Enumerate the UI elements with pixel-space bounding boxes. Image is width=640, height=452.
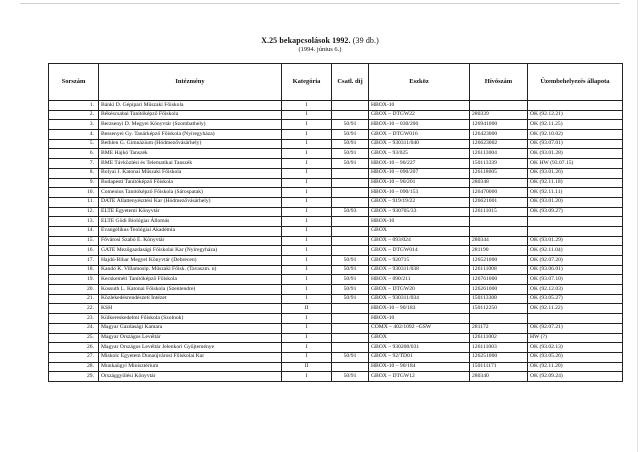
cell-csatl-dij: 50/91 xyxy=(332,265,369,275)
cell-hivoszam: 281172 xyxy=(470,323,528,333)
cell-hivoszam: 126521000 xyxy=(470,256,528,266)
cell-intezmeny: Kossuth L. Katonai Főiskola (Szentendre) xyxy=(99,285,282,295)
cell-hivoszam: 126111008 xyxy=(470,265,528,275)
cell-eszkoz: GBOX xyxy=(369,226,470,236)
cell-csatl-dij: 50/91 xyxy=(332,372,369,382)
table-row xyxy=(49,333,623,343)
cell-csatl-dij: 50/91 xyxy=(332,159,369,169)
cell-kategoria: I xyxy=(282,110,332,120)
table-row xyxy=(49,207,623,217)
cell-csatl-dij: 50/93 xyxy=(332,207,369,217)
cell-allapot: OK (92.12.03) xyxy=(528,285,623,295)
cell-intezmeny: BME Távközlési és Telematikai Tanszék xyxy=(99,159,282,169)
cell-hivoszam: 280348 xyxy=(470,178,528,188)
cell-intezmeny: Közlekedésrendészeti Intézet xyxy=(99,294,282,304)
cell-allapot: OK (93.01.28) xyxy=(528,149,623,159)
cell-kategoria: I xyxy=(282,217,332,227)
cell-intezmeny: Comenius Tanítóképző Főiskola (Sárospatak) xyxy=(99,188,282,198)
cell-hivoszam: 126113004 xyxy=(470,149,528,159)
cell-hivoszam xyxy=(470,314,528,324)
cell-eszkoz: GBOX – 930311/040 xyxy=(369,139,470,149)
cell-csatl-dij xyxy=(332,246,369,256)
cell-kategoria: I xyxy=(282,188,332,198)
cell-intezmeny: Miskolc Egyetem Dunaújvárosi Főiskolai Kar xyxy=(99,352,282,362)
table-row xyxy=(49,197,623,207)
table-row xyxy=(49,217,623,227)
title-count: (39 db.) xyxy=(352,36,379,45)
cell-eszkoz: GBOX – 093/024 xyxy=(369,236,470,246)
cell-eszkoz: GBOX – 930705/33 xyxy=(369,207,470,217)
cell-kategoria: I xyxy=(282,130,332,140)
cell-kategoria: I xyxy=(282,352,332,362)
cell-sorszam: 20. xyxy=(49,285,99,295)
cell-intezmeny: Hajdú-Bihar Megyei Könyvtár (Debrecen) xyxy=(99,256,282,266)
cell-sorszam: 21. xyxy=(49,294,99,304)
cell-sorszam: 8. xyxy=(49,168,99,178)
cell-hivoszam: 150112250 xyxy=(470,304,528,314)
table-row xyxy=(49,343,623,353)
cell-intezmeny: Magyar Országos Levéltár xyxy=(99,333,282,343)
cell-allapot: OK (92.11.04) xyxy=(528,246,623,256)
connections-table xyxy=(48,63,623,382)
table-row xyxy=(49,130,623,140)
header-uzembehelyezes: Üzembehelyezés állapota xyxy=(528,64,623,101)
cell-csatl-dij xyxy=(332,197,369,207)
cell-csatl-dij: 50/91 xyxy=(332,275,369,285)
cell-sorszam: 17. xyxy=(49,256,99,266)
cell-allapot xyxy=(528,101,623,111)
scan-edge-right xyxy=(637,0,638,452)
table-row xyxy=(49,139,623,149)
cell-intezmeny: Berzsenyi D. Megyei Könyvtár (Szombathely) xyxy=(99,120,282,130)
cell-allapot: OK (93.01.29) xyxy=(528,236,623,246)
cell-hivoszam: 126623002 xyxy=(470,139,528,149)
cell-allapot: OK (93.09.27) xyxy=(528,207,623,217)
cell-hivoszam: 280344 xyxy=(470,236,528,246)
cell-sorszam: 5. xyxy=(49,139,99,149)
cell-kategoria: I xyxy=(282,226,332,236)
cell-intezmeny: BME Hajkó Tanszék xyxy=(99,149,282,159)
cell-allapot: OK (93.02.13) xyxy=(528,343,623,353)
table-row xyxy=(49,226,623,236)
cell-eszkoz: GBOX – 93/025 xyxy=(369,149,470,159)
cell-csatl-dij: 50/91 xyxy=(332,294,369,304)
cell-allapot: OK (92.09.24) xyxy=(528,372,623,382)
table-row xyxy=(49,265,623,275)
cell-csatl-dij: 50/91 xyxy=(332,149,369,159)
cell-kategoria: I xyxy=(282,294,332,304)
cell-hivoszam: 126111015 xyxy=(470,207,528,217)
cell-hivoszam: 150113339 xyxy=(470,159,528,169)
table-row xyxy=(49,256,623,266)
cell-allapot: OK (93.01.26) xyxy=(528,168,623,178)
cell-hivoszam: 126941000 xyxy=(470,120,528,130)
cell-eszkoz: GBOX – 930311/034 xyxy=(369,294,470,304)
cell-kategoria: I xyxy=(282,207,332,217)
cell-allapot: HW (?) xyxy=(528,333,623,343)
header-kategoria: Kategória xyxy=(282,64,332,101)
cell-kategoria: I xyxy=(282,168,332,178)
cell-hivoszam: 126423000 xyxy=(470,130,528,140)
cell-intezmeny: ELTE Egyetemi Könyvtár xyxy=(99,207,282,217)
cell-kategoria: I xyxy=(282,372,332,382)
cell-eszkoz: HBOX-10 – 090/207 xyxy=(369,168,470,178)
cell-intezmeny: GATE Mezőgazdasági Főiskolai Kar (Nyíregyháza) xyxy=(99,246,282,256)
table-row xyxy=(49,275,623,285)
cell-eszkoz: HBOX-10 – 90/183 xyxy=(369,304,470,314)
cell-intezmeny: Békéscsabai Tanítóképző Főiskola xyxy=(99,110,282,120)
table-row xyxy=(49,285,623,295)
table-row xyxy=(49,294,623,304)
cell-allapot: OK (93.07.10) xyxy=(528,275,623,285)
cell-csatl-dij xyxy=(332,101,369,111)
cell-sorszam: 10. xyxy=(49,188,99,198)
cell-kategoria: I xyxy=(282,139,332,149)
cell-kategoria: I xyxy=(282,285,332,295)
cell-csatl-dij xyxy=(332,343,369,353)
cell-eszkoz: COMX – 402/1092 –GSW xyxy=(369,323,470,333)
cell-csatl-dij xyxy=(332,333,369,343)
cell-kategoria: I xyxy=(282,120,332,130)
cell-hivoszam: 126761000 xyxy=(470,275,528,285)
cell-allapot: OK (92.11.22) xyxy=(528,304,623,314)
cell-csatl-dij: 50/91 xyxy=(332,130,369,140)
table-row xyxy=(49,168,623,178)
cell-eszkoz: HBOX-10 – 90/184 xyxy=(369,362,470,372)
cell-sorszam: 28. xyxy=(49,362,99,372)
cell-csatl-dij xyxy=(332,188,369,198)
cell-eszkoz: GBOX – DTGW20 xyxy=(369,285,470,295)
cell-intezmeny: Bolyai J. Katonai Műszaki Főiskola xyxy=(99,168,282,178)
cell-allapot: OK (93.01.20) xyxy=(528,197,623,207)
cell-sorszam: 27. xyxy=(49,352,99,362)
cell-sorszam: 12. xyxy=(49,207,99,217)
cell-kategoria: I xyxy=(282,101,332,111)
cell-allapot: OK (92.11.11) xyxy=(528,188,623,198)
cell-sorszam: 14. xyxy=(49,226,99,236)
cell-allapot: OK (93.07.01) xyxy=(528,139,623,149)
header-eszkoz: Eszköz xyxy=(369,64,470,101)
cell-csatl-dij: 50/91 xyxy=(332,256,369,266)
cell-csatl-dij xyxy=(332,178,369,188)
cell-sorszam: 16. xyxy=(49,246,99,256)
cell-hivoszam: 126470000 xyxy=(470,188,528,198)
cell-kategoria: I xyxy=(282,197,332,207)
cell-csatl-dij xyxy=(332,314,369,324)
table-row xyxy=(49,178,623,188)
table-row xyxy=(49,372,623,382)
table-row xyxy=(49,323,623,333)
header-sorszam: Sorszám xyxy=(49,64,99,101)
cell-sorszam: 22. xyxy=(49,304,99,314)
cell-hivoszam: 126261000 xyxy=(470,285,528,295)
cell-intezmeny: Fővárosi Szabó E. Könyvtár xyxy=(99,236,282,246)
header-hivoszam: Hívószám xyxy=(470,64,528,101)
cell-csatl-dij xyxy=(332,323,369,333)
document-title xyxy=(0,36,640,45)
cell-kategoria: I xyxy=(282,265,332,275)
cell-sorszam: 6. xyxy=(49,149,99,159)
cell-intezmeny: Országgyűlési Könyvtár xyxy=(99,372,282,382)
cell-sorszam: 9. xyxy=(49,178,99,188)
cell-eszkoz: GBOX – DTGW014 xyxy=(369,246,470,256)
cell-eszkoz: GBOX – 920715 xyxy=(369,256,470,266)
cell-kategoria: I xyxy=(282,323,332,333)
cell-sorszam: 7. xyxy=(49,159,99,169)
table-row xyxy=(49,304,623,314)
cell-eszkoz: HBOX-10 xyxy=(369,101,470,111)
cell-hivoszam xyxy=(470,217,528,227)
cell-sorszam: 11. xyxy=(49,197,99,207)
cell-sorszam: 4. xyxy=(49,130,99,140)
cell-sorszam: 3. xyxy=(49,120,99,130)
cell-kategoria: I xyxy=(282,275,332,285)
cell-kategoria: II xyxy=(282,362,332,372)
cell-intezmeny: DATE Állattenyésztési Kar (Hódmezővásárhely) xyxy=(99,197,282,207)
cell-allapot: OK HW (93.07.15) xyxy=(528,159,623,169)
cell-hivoszam: 126251000 xyxy=(470,352,528,362)
cell-allapot: OK (92.11.18) xyxy=(528,178,623,188)
cell-allapot: OK (92.07.21) xyxy=(528,323,623,333)
table-row xyxy=(49,314,623,324)
cell-hivoszam xyxy=(470,101,528,111)
cell-kategoria: I xyxy=(282,149,332,159)
cell-hivoszam: 126621001 xyxy=(470,197,528,207)
cell-eszkoz: GBOX – 930208/031 xyxy=(369,343,470,353)
document-date: (1994. június 6.) xyxy=(298,46,342,53)
cell-csatl-dij: 50/91 xyxy=(332,352,369,362)
cell-eszkoz: HBOX-10 – 90/227 xyxy=(369,159,470,169)
cell-csatl-dij: 50/91 xyxy=(332,120,369,130)
cell-hivoszam: 280340 xyxy=(470,372,528,382)
cell-intezmeny: Bánki D. Gépipari Műszaki Főiskola xyxy=(99,101,282,111)
cell-eszkoz: HBOX-10 – 030/200 xyxy=(369,120,470,130)
cell-eszkoz: HBOX-10 xyxy=(369,314,470,324)
cell-hivoszam xyxy=(470,226,528,236)
cell-eszkoz: GBOX – 930311/038 xyxy=(369,265,470,275)
table-row xyxy=(49,159,623,169)
cell-allapot: OK (92.11.20) xyxy=(528,362,623,372)
cell-allapot: OK (93.06.01) xyxy=(528,265,623,275)
cell-hivoszam: 126111003 xyxy=(470,343,528,353)
table-row xyxy=(49,110,623,120)
cell-kategoria: II xyxy=(282,304,332,314)
cell-eszkoz: GBOX – DTGW12 xyxy=(369,372,470,382)
cell-eszkoz: GBOX – DTGW22 xyxy=(369,110,470,120)
cell-allapot: OK (92.10.02) xyxy=(528,130,623,140)
table-row xyxy=(49,352,623,362)
cell-allapot xyxy=(528,226,623,236)
cell-eszkoz: HBOX-10 xyxy=(369,217,470,227)
cell-hivoszam: 150113308 xyxy=(470,294,528,304)
cell-intezmeny: KSH xyxy=(99,304,282,314)
table-header-row xyxy=(49,64,623,101)
cell-sorszam: 23. xyxy=(49,314,99,324)
cell-hivoszam: 126118005 xyxy=(470,168,528,178)
cell-sorszam: 29. xyxy=(49,372,99,382)
cell-allapot: OK (93.05.27) xyxy=(528,294,623,304)
cell-intezmeny: Bethlen G. Gimnázium (Hódmezővásárhely) xyxy=(99,139,282,149)
cell-sorszam: 19. xyxy=(49,275,99,285)
cell-sorszam: 25. xyxy=(49,333,99,343)
cell-intezmeny: Evangélikus Teológiai Akadémia xyxy=(99,226,282,236)
cell-eszkoz: GBOX xyxy=(369,333,470,343)
cell-kategoria: I xyxy=(282,333,332,343)
cell-sorszam: 13. xyxy=(49,217,99,227)
table-row xyxy=(49,120,623,130)
cell-eszkoz: HBOX-10 – 90/201 xyxy=(369,178,470,188)
cell-intezmeny: Bessenyei Gy. Tanárképző Főiskola (Nyíregyháza) xyxy=(99,130,282,140)
cell-allapot: OK (92.11.25) xyxy=(528,120,623,130)
cell-csatl-dij xyxy=(332,304,369,314)
cell-csatl-dij xyxy=(332,168,369,178)
table-row xyxy=(49,362,623,372)
cell-csatl-dij xyxy=(332,110,369,120)
cell-eszkoz: GBOX – 92/TD01 xyxy=(369,352,470,362)
cell-eszkoz: HBOX-10 – 090/153 xyxy=(369,188,470,198)
cell-intezmeny: ELTE Gödi Biológiai Állomás xyxy=(99,217,282,227)
cell-intezmeny: Kecskeméti Tanítóképző Főiskola xyxy=(99,275,282,285)
cell-hivoszam: 280339 xyxy=(470,110,528,120)
table-body xyxy=(49,101,623,382)
cell-csatl-dij xyxy=(332,217,369,227)
cell-kategoria: I xyxy=(282,159,332,169)
title-main: X.25 bekapcsolások 1992. xyxy=(261,36,351,45)
cell-kategoria: I xyxy=(282,178,332,188)
cell-allapot xyxy=(528,217,623,227)
header-csatl-dij: Csatl. díj xyxy=(332,64,369,101)
cell-intezmeny: Munkaügyi Minisztérium xyxy=(99,362,282,372)
cell-sorszam: 15. xyxy=(49,236,99,246)
cell-hivoszam: 150111171 xyxy=(470,362,528,372)
scan-edge-top xyxy=(20,3,620,4)
cell-allapot: OK (92.12.21) xyxy=(528,110,623,120)
header-intezmeny: Intézmény xyxy=(99,64,282,101)
cell-intezmeny: Magyar Országos Levéltár Jelenkori Gyűjteménye xyxy=(99,343,282,353)
cell-intezmeny: Külkereskedelmi Főiskola (Szolnok) xyxy=(99,314,282,324)
table-row xyxy=(49,188,623,198)
cell-sorszam: 26. xyxy=(49,343,99,353)
cell-allapot xyxy=(528,314,623,324)
cell-eszkoz: GBOX – DTGW016 xyxy=(369,130,470,140)
cell-eszkoz: GBOX – 919/19/22 xyxy=(369,197,470,207)
cell-sorszam: 2. xyxy=(49,110,99,120)
cell-kategoria: I xyxy=(282,343,332,353)
cell-csatl-dij xyxy=(332,226,369,236)
cell-kategoria: I xyxy=(282,236,332,246)
cell-csatl-dij xyxy=(332,236,369,246)
cell-sorszam: 18. xyxy=(49,265,99,275)
cell-csatl-dij xyxy=(332,362,369,372)
cell-allapot: OK (92.07.20) xyxy=(528,256,623,266)
cell-kategoria: I xyxy=(282,256,332,266)
cell-allapot: OK (93.05.26) xyxy=(528,352,623,362)
cell-eszkoz: HBOX – 090/211 xyxy=(369,275,470,285)
cell-hivoszam: 126111002 xyxy=(470,333,528,343)
cell-hivoszam: 281190 xyxy=(470,246,528,256)
table-row xyxy=(49,149,623,159)
cell-intezmeny: Budapesti Tanítóképző Főiskola xyxy=(99,178,282,188)
cell-sorszam: 1. xyxy=(49,101,99,111)
cell-kategoria: I xyxy=(282,246,332,256)
cell-csatl-dij: 50/91 xyxy=(332,139,369,149)
table-row xyxy=(49,246,623,256)
cell-sorszam: 24. xyxy=(49,323,99,333)
cell-kategoria: I xyxy=(282,314,332,324)
cell-intezmeny: Kandó K. Villamosip. Műszaki Főisk. (Tavaszm. n) xyxy=(99,265,282,275)
table-row xyxy=(49,236,623,246)
cell-csatl-dij: 50/91 xyxy=(332,285,369,295)
cell-intezmeny: Magyar Gazdasági Kamara xyxy=(99,323,282,333)
table-row xyxy=(49,101,623,111)
